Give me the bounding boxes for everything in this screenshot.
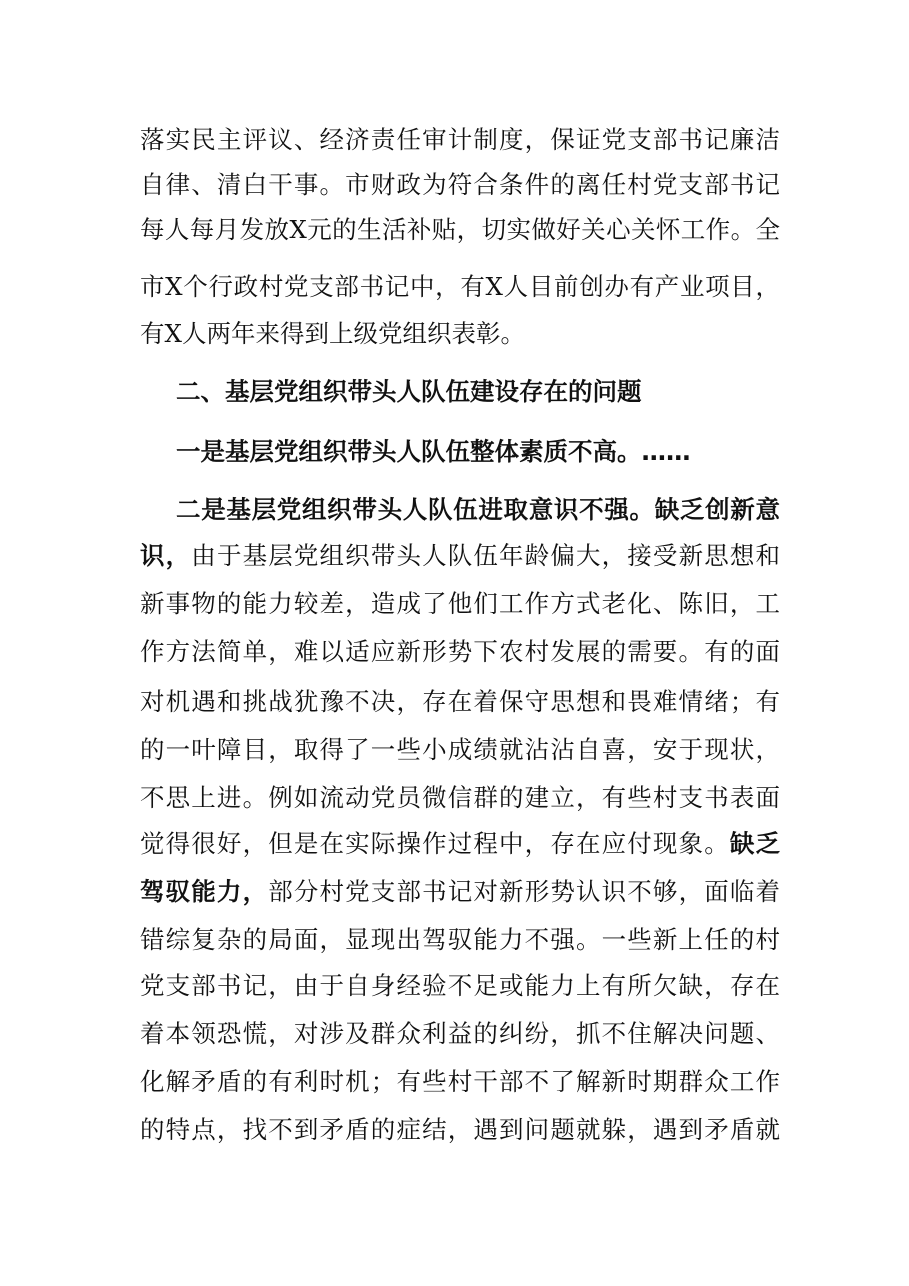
paragraph-2-line-4: 作方法简单，难以适应新形势下农村发展的需要。有的面	[140, 637, 780, 666]
section-heading: 二、基层党组织带头人队伍建设存在的问题	[176, 377, 642, 406]
paragraph-1-line-2: 自律、清白干事。市财政为符合条件的离任村党支部书记	[140, 170, 780, 199]
paragraph-2-line-14: 的特点，找不到矛盾的症结，遇到问题就躲，遇到矛盾就	[140, 1115, 780, 1144]
paragraph-2-line-5: 对机遇和挑战犹豫不决，存在着保守思想和畏难情绪；有	[140, 687, 780, 716]
paragraph-2-line-8	[140, 824, 780, 864]
bold-lead-text: 二是基层党组织带头人队伍进取意识不强。缺乏创新意	[176, 495, 780, 524]
paragraph-2-line-3: 新事物的能力较差，造成了他们工作方式老化、陈旧，工	[140, 589, 780, 618]
paragraph-1-line-5: 有X人两年来得到上级党组织表彰。	[140, 319, 525, 348]
paragraph-2-line-7: 不思上进。例如流动党员微信群的建立，有些村支书表面	[140, 783, 780, 812]
paragraph-2-line-13: 化解矛盾的有利时机；有些村干部不了解新时期群众工作	[140, 1067, 780, 1096]
body-text: 觉得很好，但是在实际操作过程中，存在应付现象。	[140, 829, 730, 858]
body-text: 由于基层党组织带头人队伍年龄偏大，接受新思想和	[191, 541, 781, 570]
paragraph-2-line-12: 着本领恐慌，对涉及群众利益的纠纷，抓不住解决问题、	[140, 1019, 780, 1048]
paragraph-2-line-2	[140, 536, 780, 576]
subheading-1: 一是基层党组织带头人队伍整体素质不高。……	[176, 437, 691, 466]
paragraph-1-line-4: 市X个行政村党支部书记中，有X人目前创办有产业项目，	[140, 272, 780, 301]
paragraph-1-line-1: 落实民主评议、经济责任审计制度，保证党支部书记廉洁	[140, 125, 780, 154]
paragraph-2-line-6: 的一叶障目，取得了一些小成绩就沾沾自喜，安于现状，	[140, 735, 780, 764]
bold-lead-text: 驾驭能力，	[140, 877, 269, 906]
paragraph-1-line-3: 每人每月发放X元的生活补贴，切实做好关心关怀工作。全	[140, 215, 780, 244]
bold-lead-text: 缺乏	[729, 829, 781, 858]
body-text: 部分村党支部书记对新形势认识不够，面临着	[268, 877, 781, 906]
bold-lead-text: 识，	[140, 541, 192, 570]
paragraph-2-line-10: 错综复杂的局面，显现出驾驭能力不强。一些新上任的村	[140, 925, 780, 954]
paragraph-2-line-9	[140, 872, 780, 912]
paragraph-2-line-1	[176, 490, 780, 530]
paragraph-2-line-11: 党支部书记，由于自身经验不足或能力上有所欠缺，存在	[140, 971, 780, 1000]
